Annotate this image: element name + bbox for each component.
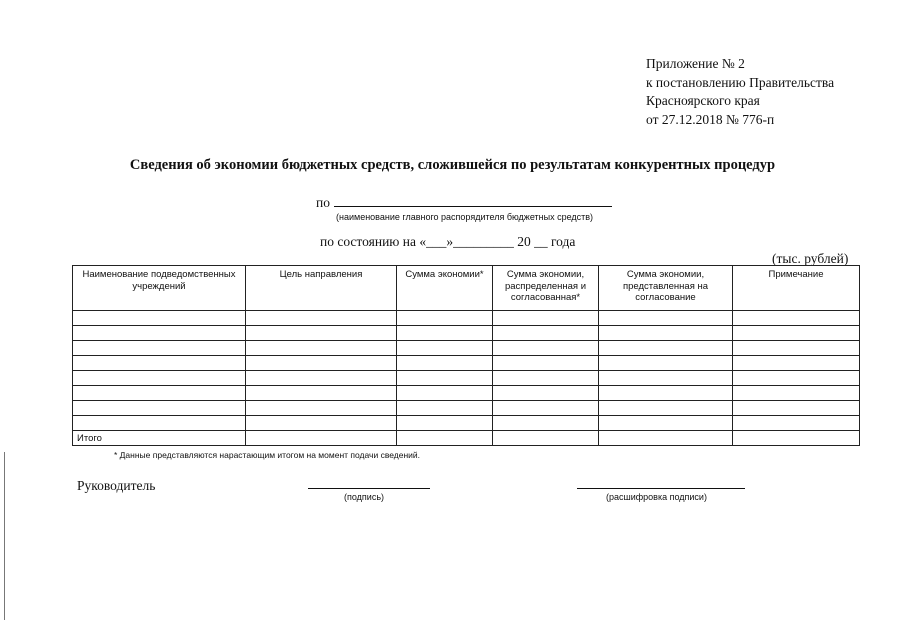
table-cell[interactable] <box>397 326 493 341</box>
table-cell[interactable] <box>599 401 733 416</box>
table-cell[interactable] <box>73 326 246 341</box>
header-cell: Сумма экономии, представленная на согласование <box>599 266 733 311</box>
table-header-row <box>73 266 860 311</box>
footnote: * Данные представляются нарастающим итогом на момент подачи сведений. <box>114 450 421 460</box>
table-cell[interactable] <box>733 416 860 431</box>
table-row <box>73 326 860 341</box>
table-cell[interactable] <box>73 371 246 386</box>
table-cell[interactable] <box>733 386 860 401</box>
table-row <box>73 341 860 356</box>
table-cell[interactable] <box>599 356 733 371</box>
table-cell[interactable] <box>493 326 599 341</box>
table-cell[interactable] <box>397 311 493 326</box>
table-cell[interactable] <box>246 416 397 431</box>
table-cell[interactable] <box>397 341 493 356</box>
table-row <box>73 311 860 326</box>
table-cell[interactable] <box>493 371 599 386</box>
table-row <box>73 371 860 386</box>
appendix-line-3: Красноярского края <box>646 93 760 108</box>
table-cell[interactable] <box>246 386 397 401</box>
table-cell[interactable] <box>599 386 733 401</box>
header-cell: Сумма экономии, распределенная и согласованная* <box>493 266 599 311</box>
table-cell[interactable] <box>733 431 860 446</box>
table-cell[interactable] <box>733 401 860 416</box>
table-cell[interactable] <box>599 371 733 386</box>
table-cell[interactable] <box>493 356 599 371</box>
appendix-block <box>646 55 834 129</box>
appendix-line-4: от 27.12.2018 № 776-п <box>646 111 775 127</box>
table-cell[interactable] <box>397 431 493 446</box>
table-cell[interactable] <box>73 311 246 326</box>
po-caption: (наименование главного распорядителя бюджетных средств) <box>336 212 594 222</box>
po-row <box>316 194 612 211</box>
appendix-line-1: Приложение № 2 <box>646 56 745 71</box>
table-row <box>73 416 860 431</box>
table-cell[interactable] <box>599 431 733 446</box>
header-cell: Примечание <box>733 266 860 311</box>
appendix-line-2: к постановлению Правительства <box>646 74 835 90</box>
name-decoding-line <box>577 488 745 489</box>
total-label: Итого <box>73 431 246 446</box>
table-cell[interactable] <box>599 326 733 341</box>
table-cell[interactable] <box>733 341 860 356</box>
table-cell[interactable] <box>246 341 397 356</box>
table-cell[interactable] <box>73 341 246 356</box>
table-cell[interactable] <box>733 356 860 371</box>
table-cell[interactable] <box>493 431 599 446</box>
signature-line <box>308 488 430 489</box>
table-cell[interactable] <box>493 386 599 401</box>
units-label: (тыс. рублей) <box>772 251 849 266</box>
table-total-row <box>73 431 860 446</box>
table-cell[interactable] <box>397 371 493 386</box>
table-cell[interactable] <box>733 371 860 386</box>
head-label: Руководитель <box>77 478 156 493</box>
table-row <box>73 356 860 371</box>
table-row <box>73 386 860 401</box>
table-cell[interactable] <box>73 401 246 416</box>
date-line: по состоянию на «___»_________ 20 __ года <box>320 234 576 249</box>
table-cell[interactable] <box>599 416 733 431</box>
table-cell[interactable] <box>493 401 599 416</box>
table-cell[interactable] <box>246 326 397 341</box>
table-row <box>73 401 860 416</box>
document-title: Сведения об экономии бюджетных средств, сложившейся по результатам конкурентных процедур <box>129 157 776 173</box>
table-cell[interactable] <box>733 326 860 341</box>
header-cell: Цель направления <box>246 266 397 311</box>
table-cell[interactable] <box>599 341 733 356</box>
header-cell: Наименование подведомственных учреждений <box>73 266 246 311</box>
table-cell[interactable] <box>397 401 493 416</box>
table-cell[interactable] <box>733 311 860 326</box>
table-cell[interactable] <box>493 416 599 431</box>
name-decoding-caption: (расшифровка подписи) <box>606 492 707 502</box>
table-cell[interactable] <box>246 311 397 326</box>
table-cell[interactable] <box>397 386 493 401</box>
po-blank-line <box>334 194 612 207</box>
table-cell[interactable] <box>493 311 599 326</box>
table-cell[interactable] <box>246 371 397 386</box>
signature-caption: (подпись) <box>344 492 385 502</box>
table-cell[interactable] <box>397 356 493 371</box>
table-cell[interactable] <box>73 416 246 431</box>
table-cell[interactable] <box>493 341 599 356</box>
header-cell: Сумма экономии* <box>397 266 493 311</box>
table-cell[interactable] <box>599 311 733 326</box>
table-cell[interactable] <box>246 431 397 446</box>
page-margin-line <box>4 452 5 620</box>
po-label: по <box>316 195 330 210</box>
savings-table <box>72 265 860 446</box>
table-cell[interactable] <box>73 356 246 371</box>
table-cell[interactable] <box>397 416 493 431</box>
table-cell[interactable] <box>73 386 246 401</box>
table-cell[interactable] <box>246 356 397 371</box>
table-cell[interactable] <box>246 401 397 416</box>
